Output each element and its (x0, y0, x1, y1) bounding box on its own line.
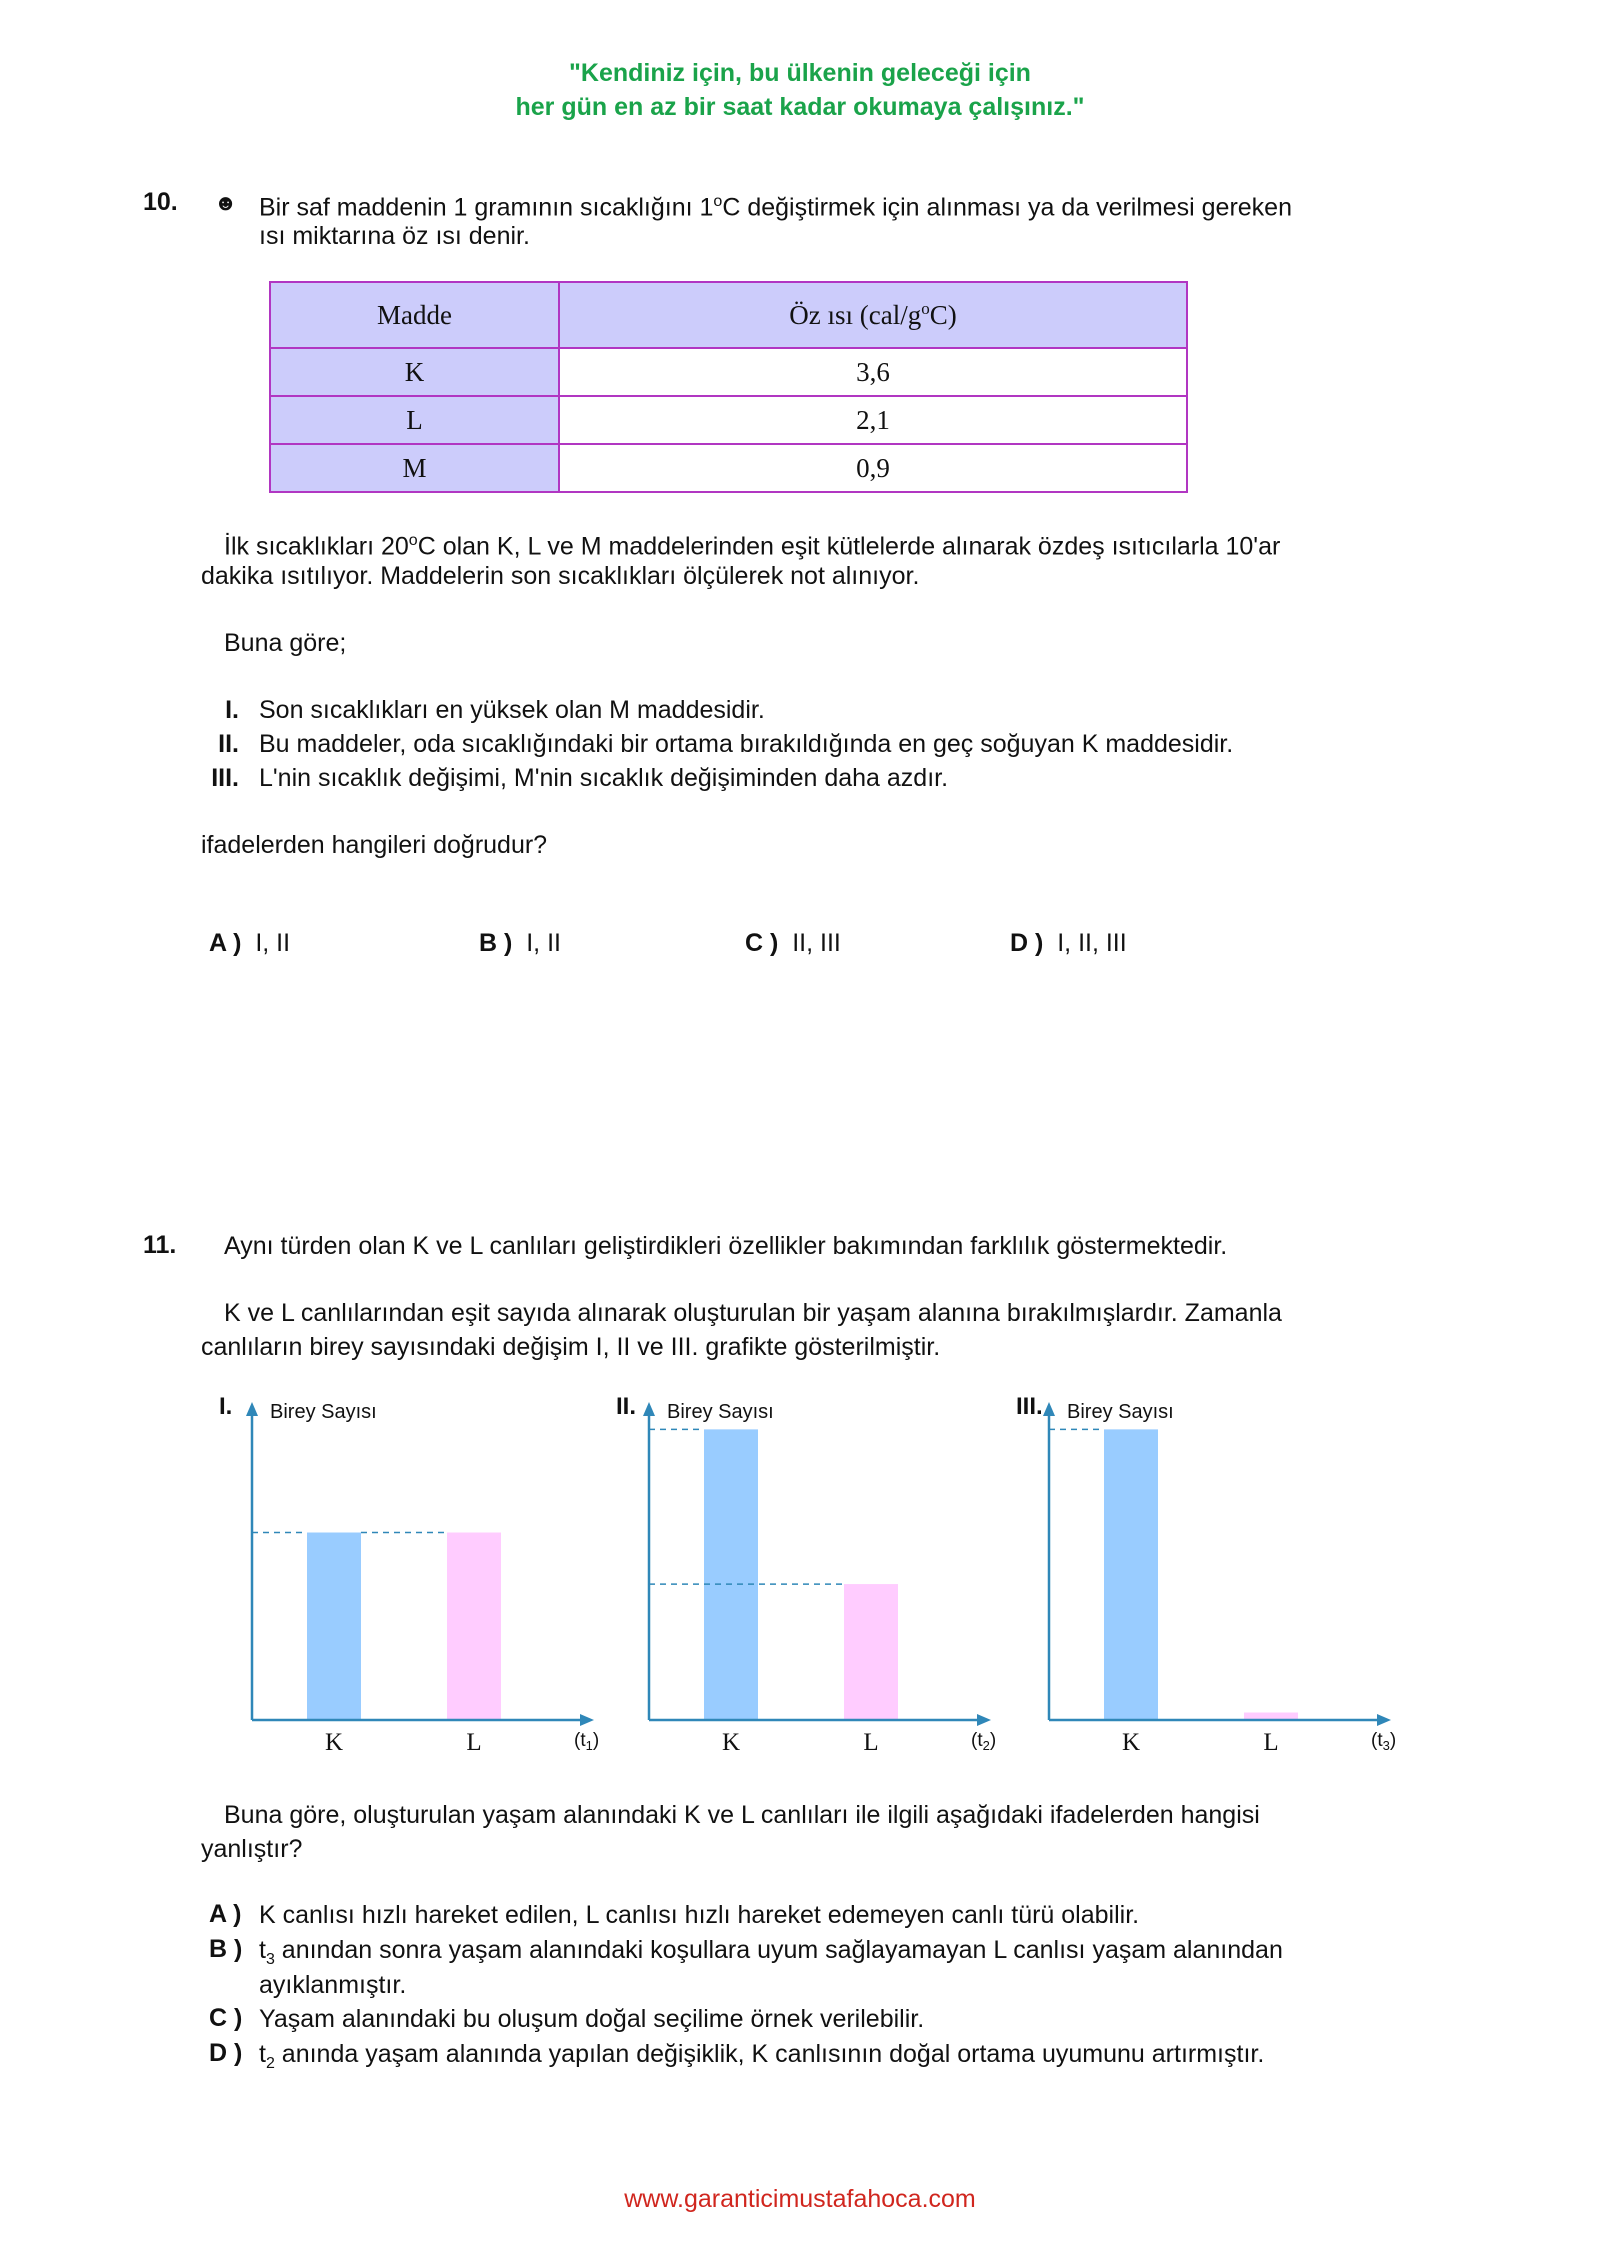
x-axis-label: $(t_3)$ (1371, 1730, 1397, 1753)
q10-intro-line1: Bir saf maddenin 1 gramının sıcaklığını 1$^o$C değiştirmek için alınması ya da verilmesi gereken (259, 193, 1292, 222)
x-tick-label: L (863, 1729, 879, 1756)
table-cell-oz-isi: 2,1 (559, 396, 1187, 444)
y-axis-label: Birey Sayısı (667, 1401, 774, 1423)
q11-option-a-text: K canlısı hızlı hareket edilen, L canlısı hızlı hareket edemeyen canlı türü olabilir. (259, 1901, 1140, 1929)
statement-text: L'nin sıcaklık değişimi, M'nin sıcaklık değişiminden daha azdır. (259, 764, 949, 792)
graph-3 (1002, 1390, 1422, 1780)
table-cell-madde: M (270, 444, 559, 492)
x-axis-arrow-icon (1377, 1714, 1391, 1726)
q10-intro-line2: ısı miktarına öz ısı denir. (259, 222, 530, 250)
q11-option-c[interactable]: C ) (209, 2004, 243, 2032)
x-tick-label: L (466, 1729, 482, 1756)
q10-para1-line1: İlk sıcaklıkları 20$^o$C olan K, L ve M maddelerinden eşit kütlelerde alınarak özdeş ısıtıcılarla 10'ar (224, 532, 1281, 561)
graph-title: I. (219, 1393, 233, 1420)
statement-number: I. (225, 696, 239, 724)
table-cell-madde: K (270, 348, 559, 396)
bar-k (1104, 1429, 1158, 1720)
y-axis-arrow-icon (643, 1402, 655, 1416)
q11-para-line2: canlıların birey sayısındaki değişim I, II ve III. grafikte gösterilmiştir. (201, 1333, 941, 1361)
statement-number: III. (211, 764, 239, 792)
q11-option-c-text: Yaşam alanındaki bu oluşum doğal seçilime örnek verilebilir. (259, 2005, 925, 2033)
table-row (270, 348, 1187, 396)
graph-2 (602, 1390, 1022, 1780)
y-axis-label: Birey Sayısı (1067, 1401, 1174, 1423)
x-axis-arrow-icon (977, 1714, 991, 1726)
y-axis-arrow-icon (246, 1402, 258, 1416)
graph-title: III. (1016, 1393, 1043, 1420)
bar-k (307, 1533, 361, 1721)
q11-para-line1: K ve L canlılarından eşit sayıda alınarak oluşturulan bir yaşam alanına bırakılmışlardır. Zamanla (224, 1299, 1282, 1327)
statement-number: II. (218, 730, 239, 758)
q11-option-a[interactable]: A ) (209, 1900, 242, 1928)
y-axis-label: Birey Sayısı (270, 1401, 377, 1423)
smiley-icon: ☻ (214, 190, 238, 215)
header-quote-line1: "Kendiniz için, bu ülkenin geleceği için (569, 59, 1031, 87)
graph-1 (205, 1390, 625, 1780)
q11-option-d[interactable]: D ) (209, 2039, 243, 2067)
statement-text: Bu maddeler, oda sıcaklığındaki bir ortama bırakıldığında en geç soğuyan K maddesidir. (259, 730, 1234, 758)
q11-intro: Aynı türden olan K ve L canlıları geliştirdikleri özellikler bakımından farklılık göstermektedir. (224, 1232, 1228, 1260)
y-axis-arrow-icon (1043, 1402, 1055, 1416)
x-tick-label: K (721, 1729, 741, 1756)
bar-l (447, 1533, 501, 1721)
q10-buna-gore: Buna göre; (224, 629, 347, 657)
q10-option-a[interactable]: A ) I, II (209, 929, 291, 957)
table-cell-oz-isi: 0,9 (559, 444, 1187, 492)
q11-question-line2: yanlıştır? (201, 1835, 303, 1863)
table-header-oz-isi: Öz ısı $(cal/g^oC)$ (559, 282, 1187, 348)
x-axis-label: $(t_1)$ (574, 1730, 600, 1753)
q10-para1-line2: dakika ısıtılıyor. Maddelerin son sıcaklıkları ölçülerek not alınıyor. (201, 562, 920, 590)
x-axis-arrow-icon (580, 1714, 594, 1726)
table-header-madde: Madde (270, 282, 559, 348)
q11-option-d-text: $t_2$ anında yaşam alanında yapılan değişiklik, K canlısının doğal ortama uyumunu artırmıştır. (259, 2040, 1265, 2072)
question-10-number: 10. (143, 188, 178, 216)
q11-option-b-text-line2: ayıklanmıştır. (259, 1971, 407, 1999)
q10-option-d[interactable]: D ) I, II, III (1010, 929, 1127, 957)
q10-question: ifadelerden hangileri doğrudur? (201, 831, 548, 859)
x-tick-label: L (1263, 1729, 1279, 1756)
x-tick-label: K (1121, 1729, 1141, 1756)
graph-title: II. (616, 1393, 637, 1420)
q10-option-b[interactable]: B ) I, II (479, 929, 561, 957)
x-tick-label: K (324, 1729, 344, 1756)
q11-option-b-text: $t_3$ anından sonra yaşam alanındaki koşullara uyum sağlayamayan L canlısı yaşam alanından (259, 1936, 1283, 1968)
footer-url[interactable]: www.garanticimustafahoca.com (624, 2185, 976, 2213)
q10-option-c[interactable]: C ) II, III (745, 929, 841, 957)
bar-k (704, 1429, 758, 1720)
header-quote-line2: her gün en az bir saat kadar okumaya çalışınız." (515, 93, 1085, 121)
table-row (270, 444, 1187, 492)
table-cell-madde: L (270, 396, 559, 444)
x-axis-label: $(t_2)$ (971, 1730, 997, 1753)
table-row (270, 396, 1187, 444)
table-cell-oz-isi: 3,6 (559, 348, 1187, 396)
q11-option-b[interactable]: B ) (209, 1935, 243, 1963)
question-11-number: 11. (143, 1231, 177, 1259)
specific-heat-table (269, 281, 1188, 493)
statement-text: Son sıcaklıkları en yüksek olan M maddesidir. (259, 696, 765, 724)
q11-question-line1: Buna göre, oluşturulan yaşam alanındaki K ve L canlıları ile ilgili aşağıdaki ifadelerden hangisi (224, 1801, 1260, 1829)
bar-l (844, 1584, 898, 1720)
